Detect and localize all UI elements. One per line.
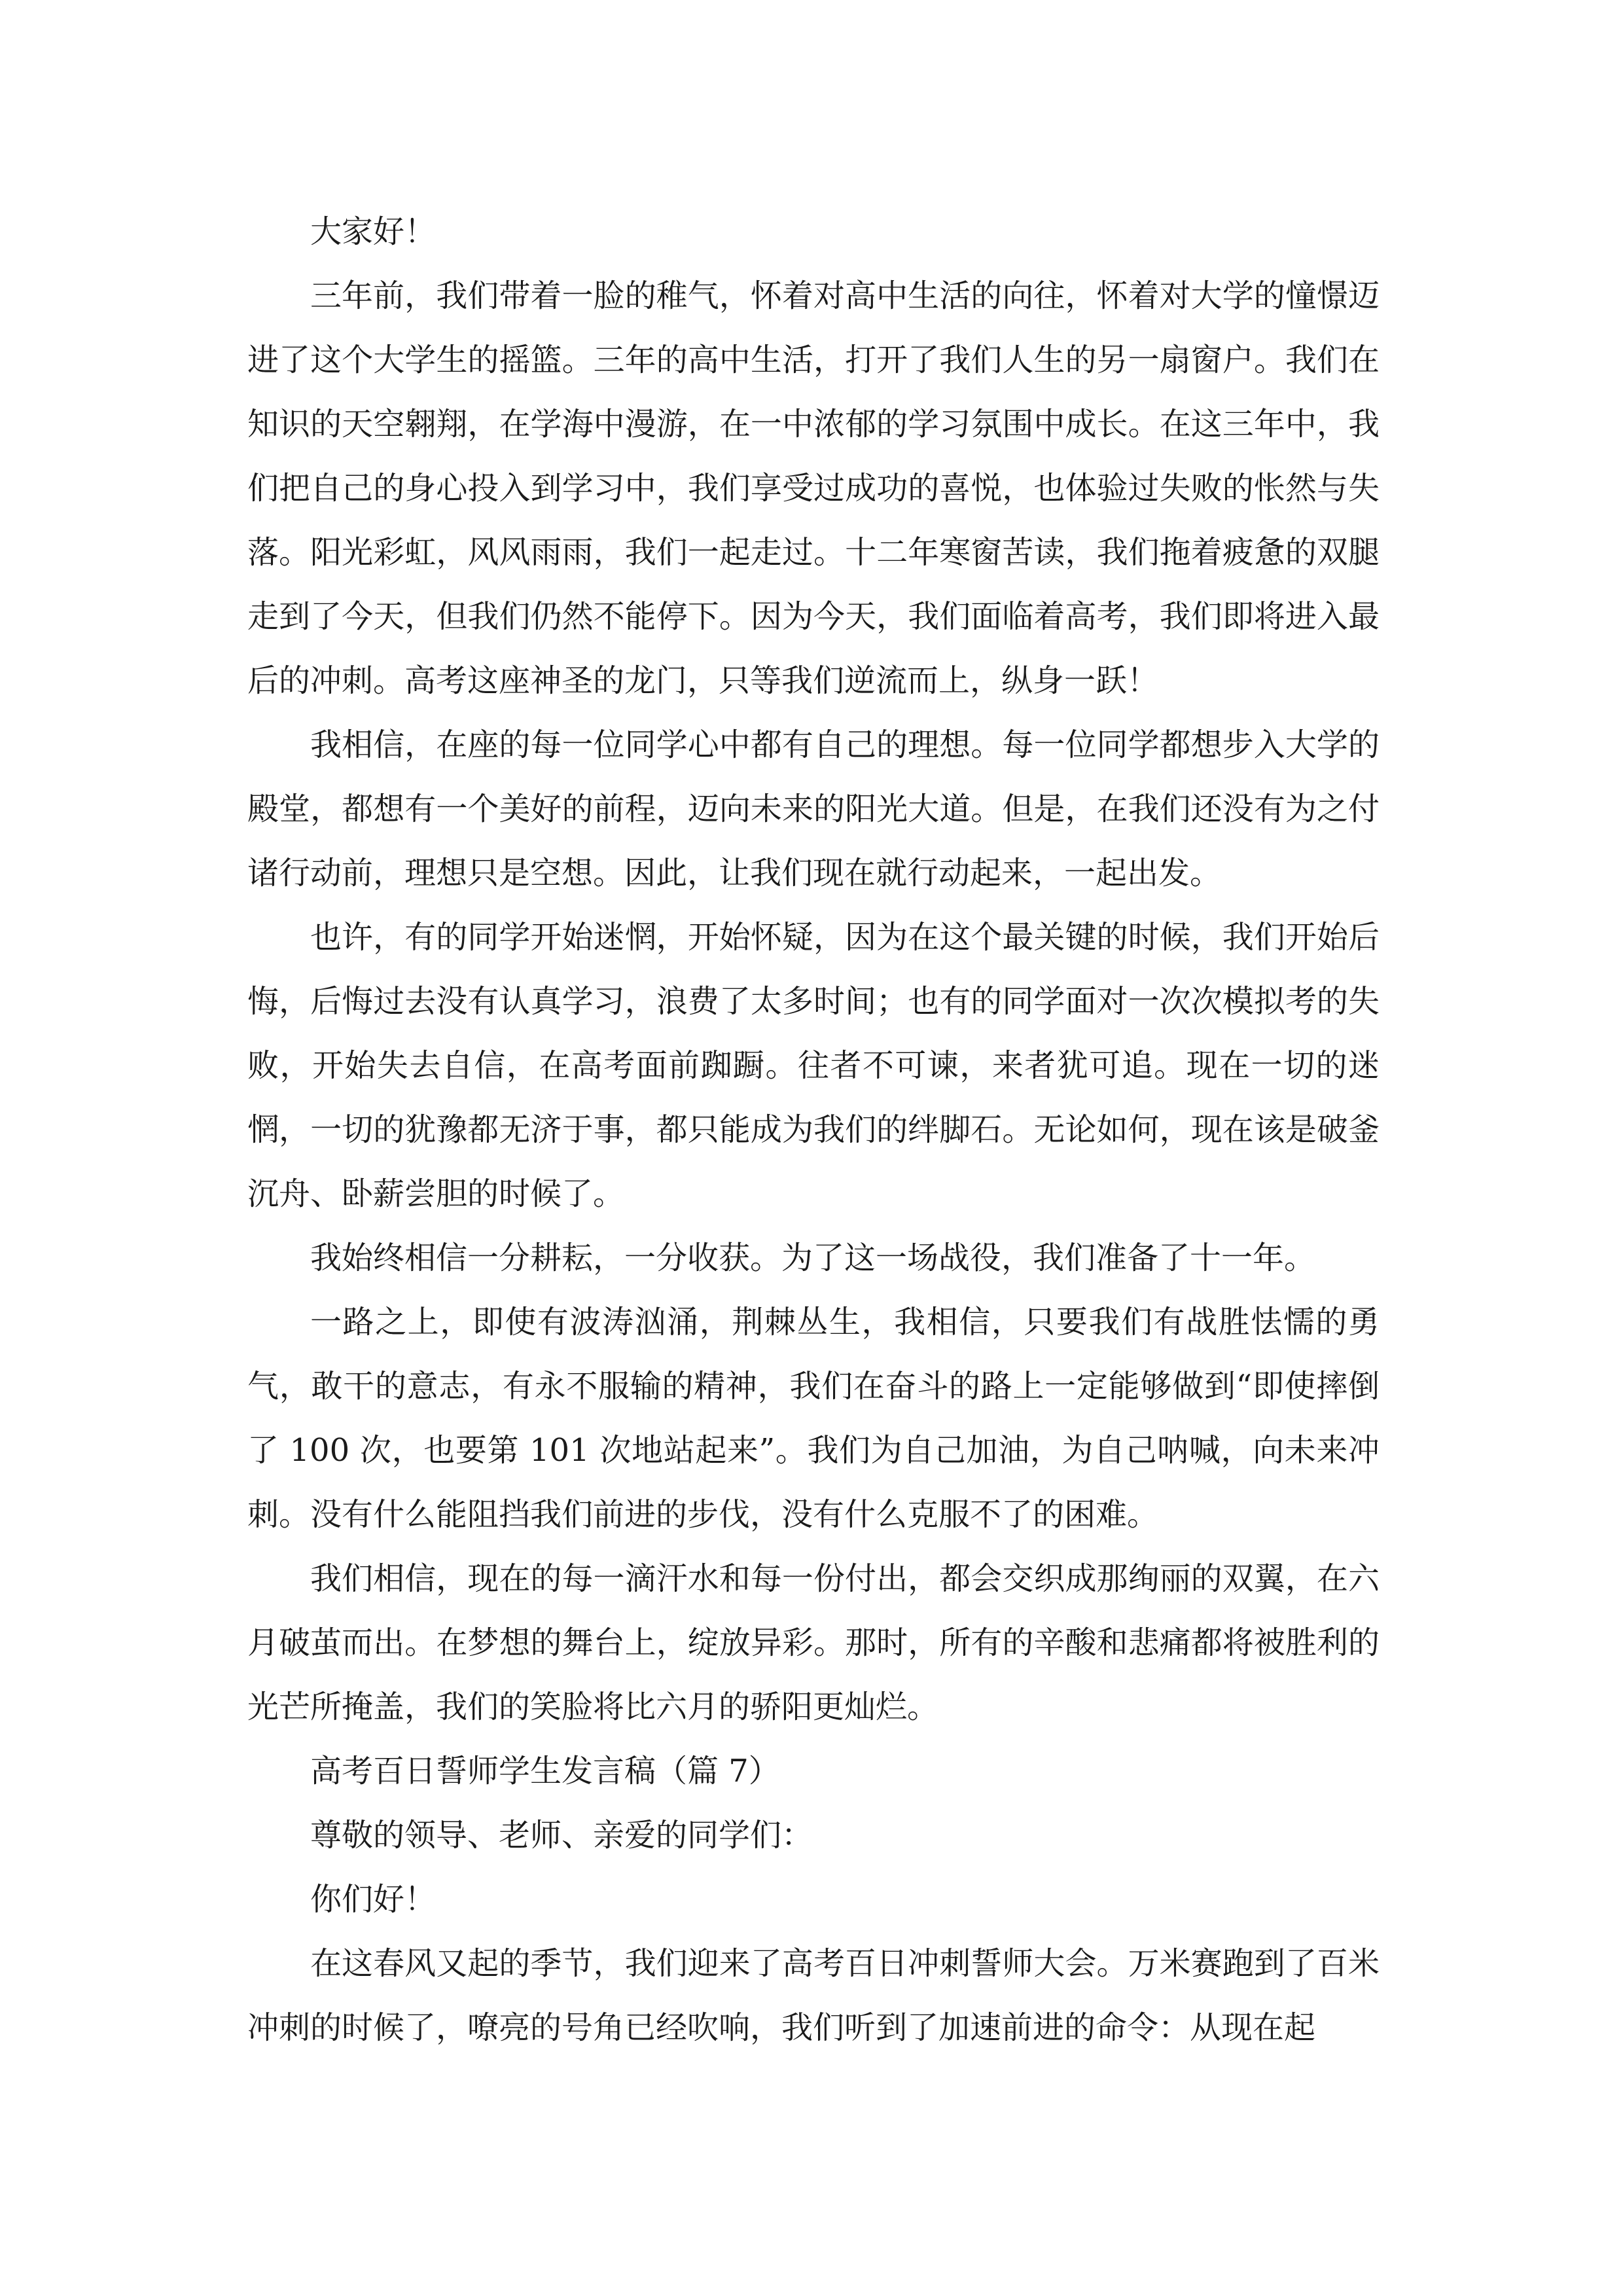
document-body — [247, 200, 1380, 2060]
body-paragraph: 也许，有的同学开始迷惘，开始怀疑，因为在这个最关键的时候，我们开始后悔，后悔过去没有认真学习，浪费了太多时间；也有的同学面对一次次模拟考的失败，开始失去自信，在高考面前踟蹰。往者不可谏，来者犹可追。现在一切的迷惘，一切的犹豫都无济于事，都只能成为我们的绊脚石。无论如何，现在该是破釜沉舟、卧薪尝胆的时候了。 — [247, 919, 1380, 1212]
body-paragraph: 在这春风又起的季节，我们迎来了高考百日冲刺誓师大会。万米赛跑到了百米冲刺的时候了，嘹亮的号角已经吹响，我们听到了加速前进的命令：从现在起 — [247, 1945, 1380, 2046]
body-paragraph: 我们相信，现在的每一滴汗水和每一份付出，都会交织成那绚丽的双翼，在六月破茧而出。在梦想的舞台上，绽放异彩。那时，所有的辛酸和悲痛都将被胜利的光芒所掩盖，我们的笑脸将比六月的骄阳更灿烂。 — [247, 1560, 1380, 1725]
body-paragraph: 我始终相信一分耕耘，一分收获。为了这一场战役，我们准备了十一年。 — [310, 1240, 1316, 1276]
salutation-paragraph: 尊敬的领导、老师、亲爱的同学们： — [310, 1817, 813, 1854]
greeting-paragraph: 你们好！ — [310, 1881, 437, 1918]
section-title: 高考百日誓师学生发言稿（篇 7） — [310, 1753, 780, 1789]
greeting-paragraph: 大家好！ — [310, 213, 437, 250]
body-paragraph: 一路之上，即使有波涛汹涌，荆棘丛生，我相信，只要我们有战胜怯懦的勇气，敢干的意志，有永不服输的精神，我们在奋斗的路上一定能够做到“即使摔倒了 100 次，也要第 101 次地站起来”。我们为自己加油，为自己呐喊，向未来冲刺。没有什么能阻挡我们前进的步伐，没有什么克服不了的困难。 — [247, 1304, 1380, 1533]
body-paragraph: 我相信，在座的每一位同学心中都有自己的理想。每一位同学都想步入大学的殿堂，都想有一个美好的前程，迈向未来的阳光大道。但是，在我们还没有为之付诸行动前，理想只是空想。因此，让我们现在就行动起来，一起出发。 — [247, 726, 1380, 891]
body-paragraph: 三年前，我们带着一脸的稚气，怀着对高中生活的向往，怀着对大学的憧憬迈进了这个大学生的摇篮。三年的高中生活，打开了我们人生的另一扇窗户。我们在知识的天空翱翔，在学海中漫游，在一中浓郁的学习氛围中成长。在这三年中，我们把自己的身心投入到学习中，我们享受过成功的喜悦，也体验过失败的怅然与失落。阳光彩虹，风风雨雨，我们一起走过。十二年寒窗苦读，我们拖着疲惫的双腿走到了今天，但我们仍然不能停下。因为今天，我们面临着高考，我们即将进入最后的冲刺。高考这座神圣的龙门，只等我们逆流而上，纵身一跃！ — [247, 278, 1380, 699]
